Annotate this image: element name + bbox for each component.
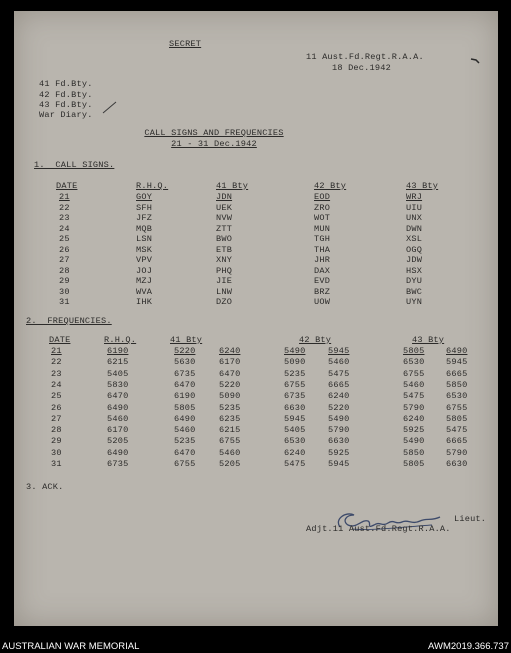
frequencies-cell: 25: [51, 391, 62, 402]
frequencies-cell: 5220: [328, 402, 350, 413]
document-period: 21 - 31 Dec.1942: [171, 139, 257, 149]
call-signs-cell: WRJ: [406, 192, 423, 202]
frequencies-cell: 5460: [219, 447, 241, 458]
frequencies-cell: 26: [51, 402, 62, 413]
call-signs-cell: JOJ: [136, 265, 153, 276]
frequencies-cell: 5805: [174, 402, 196, 413]
call-signs-cell: XSL: [406, 234, 423, 244]
frequencies-cell: 6755: [174, 459, 196, 469]
call-signs-cell: 26: [59, 244, 70, 255]
frequencies-cell: 5925: [328, 447, 350, 458]
call-signs-cell: 29: [59, 276, 70, 286]
call-signs-cell: DZO: [216, 297, 233, 307]
call-signs-cell: WOT: [314, 213, 331, 223]
frequencies-cell: 5475: [284, 459, 306, 469]
call-signs-cell: 25: [59, 234, 70, 244]
frequencies-cell: 6490: [446, 346, 468, 356]
frequencies-cell: 6190: [107, 346, 129, 356]
call-signs-cell: THA: [314, 244, 331, 255]
distribution-item: War Diary.: [39, 110, 93, 120]
frequencies-cell: 5405: [107, 368, 129, 379]
call-signs-cell: NVW: [216, 213, 233, 223]
call-signs-cell: JIE: [216, 276, 233, 286]
frequencies-cell: 5790: [403, 402, 425, 413]
frequencies-cell: 5945: [328, 459, 350, 469]
call-signs-heading: 1. CALL SIGNS.: [34, 160, 115, 170]
document-title: CALL SIGNS AND FREQUENCIES: [144, 128, 284, 138]
frequencies-cell: 5945: [284, 413, 306, 424]
frequencies-column-header: 41 Bty: [170, 335, 203, 345]
call-signs-cell: UNX: [406, 213, 423, 223]
call-signs-cell: UOW: [314, 297, 331, 307]
frequencies-cell: 5475: [328, 368, 350, 379]
call-signs-cell: SFH: [136, 202, 153, 213]
distribution-item: 43 Fd.Bty.: [39, 100, 93, 110]
frequencies-column-header: R.H.Q.: [104, 335, 137, 345]
document-date: 18 Dec.1942: [332, 63, 391, 73]
frequencies-cell: 5460: [403, 379, 425, 390]
frequencies-cell: 5205: [219, 459, 241, 469]
call-signs-cell: ZRO: [314, 202, 331, 213]
frequencies-cell: 6735: [284, 391, 306, 402]
call-signs-cell: 21: [59, 192, 70, 202]
call-signs-cell: PHQ: [216, 265, 233, 276]
frequencies-cell: 5475: [403, 391, 425, 402]
frequencies-cell: 6470: [219, 368, 241, 379]
call-signs-cell: 31: [59, 297, 70, 307]
tick-mark-icon: [102, 101, 118, 115]
frequencies-cell: 24: [51, 379, 62, 390]
call-signs-cell: MQB: [136, 223, 153, 234]
call-signs-cell: ZTT: [216, 223, 233, 234]
frequencies-cell: 6470: [174, 379, 196, 390]
call-signs-cell: EOD: [314, 192, 331, 202]
call-signs-cell: DYU: [406, 276, 423, 286]
frequencies-cell: 29: [51, 436, 62, 447]
frequencies-cell: 6240: [403, 413, 425, 424]
frequencies-cell: 5850: [446, 379, 468, 390]
call-signs-cell: UEK: [216, 202, 233, 213]
call-signs-cell: VPV: [136, 255, 153, 265]
frequencies-cell: 5475: [446, 425, 468, 436]
call-signs-cell: UIU: [406, 202, 423, 213]
frequencies-cell: 6755: [446, 402, 468, 413]
call-signs-cell: 28: [59, 265, 70, 276]
frequencies-cell: 22: [51, 357, 62, 368]
frequencies-cell: 6490: [174, 413, 196, 424]
call-signs-column-header: DATE: [56, 181, 78, 191]
frequencies-cell: 5090: [284, 357, 306, 368]
frequencies-cell: 6665: [328, 379, 350, 390]
call-signs-cell: JHR: [314, 255, 331, 265]
call-signs-cell: BWO: [216, 234, 233, 244]
frequencies-cell: 6630: [446, 459, 468, 469]
signatory-rank: Lieut.: [454, 514, 487, 524]
frequencies-cell: 5805: [403, 346, 425, 356]
frequencies-cell: 5790: [446, 447, 468, 458]
call-signs-cell: 22: [59, 202, 70, 213]
call-signs-cell: LSN: [136, 234, 153, 244]
frequencies-cell: 6630: [328, 436, 350, 447]
secret-marking: SECRET: [169, 39, 202, 49]
frequencies-cell: 6240: [284, 447, 306, 458]
frequencies-cell: 5460: [174, 425, 196, 436]
frequencies-column-header: DATE: [49, 335, 71, 345]
frequencies-cell: 6170: [219, 357, 241, 368]
frequencies-cell: 6665: [446, 436, 468, 447]
frequencies-cell: 5205: [107, 436, 129, 447]
frequencies-cell: 6235: [219, 413, 241, 424]
frequencies-cell: 6170: [107, 425, 129, 436]
frequencies-cell: 6470: [107, 391, 129, 402]
frequencies-cell: 5790: [328, 425, 350, 436]
call-signs-cell: HSX: [406, 265, 423, 276]
frequencies-cell: 6735: [107, 459, 129, 469]
call-signs-column-header: 41 Bty: [216, 181, 249, 191]
frequencies-cell: 5630: [174, 357, 196, 368]
archive-name: AUSTRALIAN WAR MEMORIAL: [2, 641, 140, 652]
call-signs-cell: TGH: [314, 234, 331, 244]
frequencies-cell: 5220: [219, 379, 241, 390]
call-signs-cell: ETB: [216, 244, 233, 255]
frequencies-cell: 5490: [328, 413, 350, 424]
frequencies-column-header: 43 Bty: [412, 335, 445, 345]
call-signs-cell: EVD: [314, 276, 331, 286]
call-signs-cell: MZJ: [136, 276, 153, 286]
frequencies-cell: 5850: [403, 447, 425, 458]
ack-item: 3. ACK.: [26, 482, 64, 492]
distribution-item: 41 Fd.Bty.: [39, 79, 93, 89]
call-signs-cell: OGQ: [406, 244, 423, 255]
call-signs-column-header: R.H.Q.: [136, 181, 169, 191]
frequencies-cell: 6490: [107, 402, 129, 413]
frequencies-cell: 5235: [174, 436, 196, 447]
call-signs-cell: WVA: [136, 286, 153, 297]
frequencies-cell: 5805: [446, 413, 468, 424]
document-page: [14, 11, 498, 626]
frequencies-cell: 6190: [174, 391, 196, 402]
call-signs-cell: DWN: [406, 223, 423, 234]
call-signs-cell: 24: [59, 223, 70, 234]
call-signs-cell: 27: [59, 255, 70, 265]
frequencies-cell: 30: [51, 447, 62, 458]
frequencies-cell: 6755: [284, 379, 306, 390]
frequencies-heading: 2. FREQUENCIES.: [26, 316, 112, 326]
frequencies-cell: 6530: [403, 357, 425, 368]
signatory-title: Adjt.11 Aust.Fd.Regt.R.A.A.: [306, 524, 451, 534]
frequencies-cell: 5945: [446, 357, 468, 368]
call-signs-cell: DAX: [314, 265, 331, 276]
frequencies-cell: 27: [51, 413, 62, 424]
frequencies-cell: 5945: [328, 346, 350, 356]
frequencies-cell: 5490: [284, 346, 306, 356]
frequencies-cell: 5460: [107, 413, 129, 424]
frequencies-cell: 6665: [446, 368, 468, 379]
pen-mark-icon: [470, 55, 482, 65]
call-signs-cell: BRZ: [314, 286, 331, 297]
frequencies-cell: 23: [51, 368, 62, 379]
call-signs-column-header: 42 Bty: [314, 181, 347, 191]
frequencies-cell: 6530: [284, 436, 306, 447]
frequencies-cell: 5090: [219, 391, 241, 402]
frequencies-cell: 21: [51, 346, 62, 356]
frequencies-cell: 5235: [219, 402, 241, 413]
call-signs-cell: MSK: [136, 244, 153, 255]
frequencies-cell: 5830: [107, 379, 129, 390]
call-signs-cell: JFZ: [136, 213, 153, 223]
frequencies-cell: 5235: [284, 368, 306, 379]
call-signs-cell: UYN: [406, 297, 423, 307]
call-signs-column-header: 43 Bty: [406, 181, 439, 191]
frequencies-cell: 6215: [107, 357, 129, 368]
frequencies-cell: 6470: [174, 447, 196, 458]
frequencies-cell: 31: [51, 459, 62, 469]
call-signs-cell: XNY: [216, 255, 233, 265]
frequencies-cell: 6530: [446, 391, 468, 402]
unit-name: 11 Aust.Fd.Regt.R.A.A.: [306, 52, 424, 62]
frequencies-cell: 6215: [219, 425, 241, 436]
distribution-item: 42 Fd.Bty.: [39, 90, 93, 100]
call-signs-cell: JDN: [216, 192, 233, 202]
frequencies-cell: 6240: [328, 391, 350, 402]
archive-footer: [0, 637, 511, 653]
call-signs-cell: GOY: [136, 192, 153, 202]
frequencies-cell: 6490: [107, 447, 129, 458]
call-signs-cell: BWC: [406, 286, 423, 297]
call-signs-cell: 30: [59, 286, 70, 297]
frequencies-cell: 5925: [403, 425, 425, 436]
call-signs-cell: JDW: [406, 255, 423, 265]
frequencies-cell: 6630: [284, 402, 306, 413]
call-signs-cell: 23: [59, 213, 70, 223]
frequencies-cell: 6755: [403, 368, 425, 379]
call-signs-cell: IHK: [136, 297, 153, 307]
frequencies-column-header: 42 Bty: [299, 335, 332, 345]
frequencies-cell: 6755: [219, 436, 241, 447]
frequencies-cell: 5490: [403, 436, 425, 447]
frequencies-cell: 6735: [174, 368, 196, 379]
call-signs-cell: MUN: [314, 223, 331, 234]
frequencies-cell: 5805: [403, 459, 425, 469]
call-signs-cell: LNW: [216, 286, 233, 297]
frequencies-cell: 5220: [174, 346, 196, 356]
archive-reference: AWM2019.366.737: [428, 641, 509, 652]
frequencies-cell: 6240: [219, 346, 241, 356]
frequencies-cell: 28: [51, 425, 62, 436]
frequencies-cell: 5460: [328, 357, 350, 368]
frequencies-cell: 5405: [284, 425, 306, 436]
